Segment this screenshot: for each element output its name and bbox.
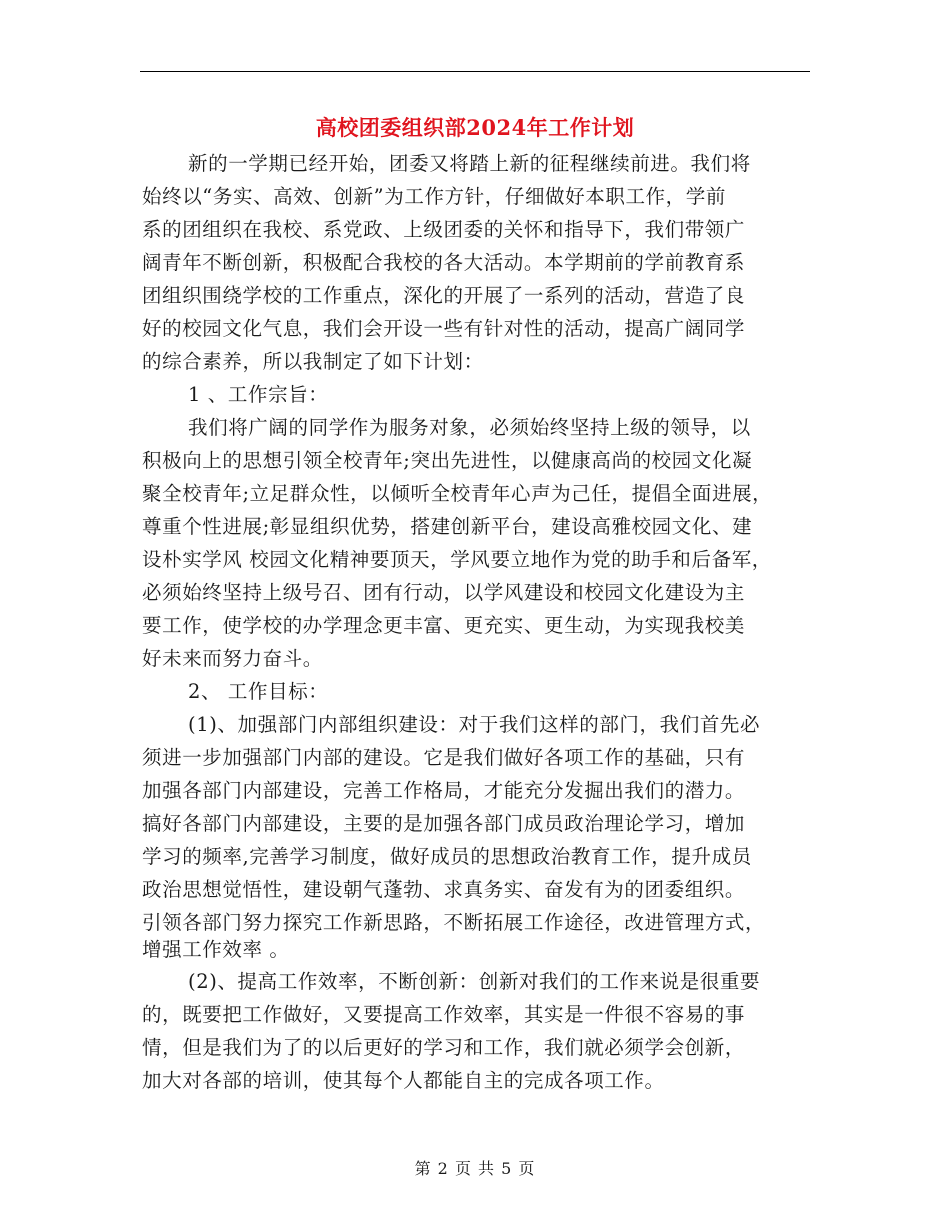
body-line: 学习的频率,完善学习制度，做好成员的思想政治教育工作，提升成员 [142, 845, 752, 868]
page-number: 第 2 页 共 5 页 [414, 1159, 536, 1178]
body-line: 新的一学期已经开始，团委又将踏上新的征程继续前进。我们将 [188, 152, 751, 175]
body-line: 积极向上的思想引领全校青年;突出先进性，以健康高尚的校园文化凝 [142, 449, 753, 472]
body-line: 好未来而努力奋斗。 [142, 647, 323, 670]
body-line: 聚全校青年;立足群众性，以倾听全校青年心声为己任，提倡全面进展， [142, 482, 773, 505]
body-line: 增强工作效率 。 [142, 938, 290, 961]
section-heading: 2、 工作目标： [188, 680, 329, 703]
header-rule [140, 71, 810, 72]
body-line: 设朴实学风 校园文化精神要顶天，学风要立地作为党的助手和后备军， [142, 548, 772, 571]
body-line: 加强各部门内部建设，完善工作格局，才能充分发掘出我们的潜力。 [142, 779, 746, 802]
body-line: 政治思想觉悟性，建设朝气蓬勃、求真务实、奋发有为的团委组织。 [142, 878, 746, 901]
body-line: 须进一步加强部门内部的建设。它是我们做好各项工作的基础，只有 [142, 746, 746, 769]
body-line: (1)、加强部门内部组织建设：对于我们这样的部门，我们首先必 [188, 713, 761, 736]
body-line: 引领各部门努力探究工作新思路，不断拓展工作途径，改进管理方式， [142, 911, 766, 934]
body-line: 情，但是我们为了的以后更好的学习和工作，我们就必须学会创新， [142, 1036, 746, 1059]
body-line: 阔青年不断创新，积极配合我校的各大活动。本学期前的学前教育系 [142, 251, 746, 274]
document-title: 高校团委组织部2024年工作计划 [315, 115, 635, 140]
body-line: 团组织围绕学校的工作重点，深化的开展了一系列的活动，营造了良 [142, 284, 746, 307]
body-line: 的综合素养，所以我制定了如下计划： [142, 350, 484, 373]
body-line: 必须始终坚持上级号召、团有行动，以学风建设和校园文化建设为主 [142, 581, 746, 604]
body-line: 我们将广阔的同学作为服务对象，必须始终坚持上级的领导，以 [188, 416, 751, 439]
body-line: 好的校园文化气息，我们会开设一些有针对性的活动，提高广阔同学 [142, 317, 746, 340]
body-line: 始终以“务实、高效、创新”为工作方针，仔细做好本职工作，学前 [142, 185, 726, 208]
body-line: 尊重个性进展;彰显组织优势，搭建创新平台，建设高雅校园文化、建 [142, 515, 753, 538]
body-line: 的，既要把工作做好，又要提高工作效率，其实是一件很不容易的事 [142, 1003, 746, 1026]
body-line: 搞好各部门内部建设，主要的是加强各部门成员政治理论学习，增加 [142, 812, 746, 835]
body-line: (2)、提高工作效率，不断创新：创新对我们的工作来说是很重要 [188, 970, 761, 993]
body-line: 加大对各部的培训，使其每个人都能自主的完成各项工作。 [142, 1069, 665, 1092]
section-heading: 1 、工作宗旨： [188, 383, 329, 406]
body-line: 要工作，使学校的办学理念更丰富、更充实、更生动，为实现我校美 [142, 614, 746, 637]
body-line: 系的团组织在我校、系党政、上级团委的关怀和指导下，我们带领广 [142, 218, 746, 241]
